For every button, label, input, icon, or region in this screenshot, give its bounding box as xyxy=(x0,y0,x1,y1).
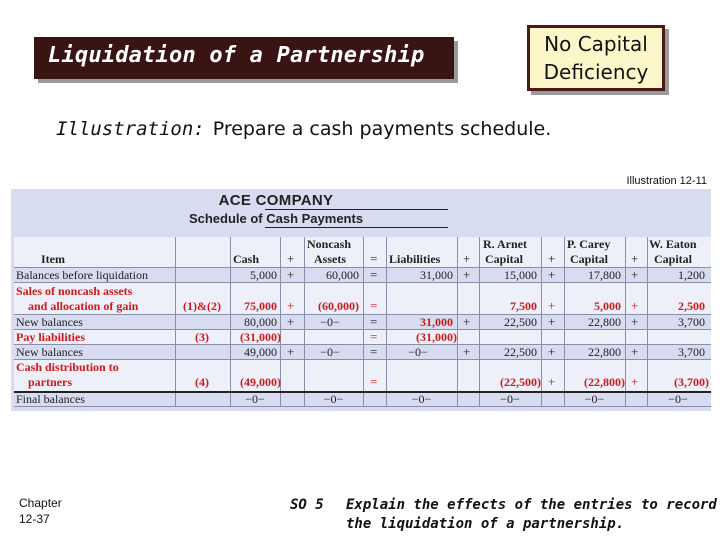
chapter-line1: Chapter xyxy=(19,496,62,510)
row-item: Balances before liquidation xyxy=(16,268,148,282)
cell-cash: 80,000 xyxy=(244,315,277,329)
cash-payments-schedule xyxy=(11,189,711,411)
cell-cash: (49,000) xyxy=(240,375,281,389)
slide-title: Liquidation of a Partnership xyxy=(48,43,425,68)
cell-cash: 49,000 xyxy=(244,345,277,359)
grid-line xyxy=(14,282,711,283)
cell-ref: (4) xyxy=(195,375,209,389)
cell-cash: −0− xyxy=(245,392,265,406)
cell-arnet: 15,000 xyxy=(504,268,537,282)
header-item: Item xyxy=(41,252,65,266)
row-item: New balances xyxy=(16,345,83,359)
cell-carey: 5,000 xyxy=(594,299,621,313)
cell-carey: −0− xyxy=(584,392,605,406)
op-plus: + xyxy=(548,267,556,282)
header-arnet-line2: Capital xyxy=(485,252,524,266)
op-equals: = xyxy=(370,374,378,389)
cell-carey: 17,800 xyxy=(588,268,621,282)
row-item: Cash distribution to xyxy=(16,360,119,374)
grid-line xyxy=(14,329,711,330)
op-plus: + xyxy=(631,314,639,329)
header-equals: = xyxy=(370,251,378,266)
cell-noncash: 60,000 xyxy=(326,268,359,282)
op-plus: + xyxy=(287,344,295,359)
header-plus: + xyxy=(287,251,295,266)
cell-eaton: (3,700) xyxy=(674,375,709,389)
op-equals: = xyxy=(370,344,378,359)
op-plus: + xyxy=(463,344,471,359)
chapter-label xyxy=(19,495,62,527)
op-plus: + xyxy=(287,267,295,282)
op-plus: + xyxy=(631,298,639,313)
op-plus: + xyxy=(631,267,639,282)
header-liabilities: Liabilities xyxy=(389,252,441,266)
op-plus: + xyxy=(548,298,556,313)
header-carey-line2: Capital xyxy=(570,252,609,266)
header-plus: + xyxy=(463,251,471,266)
header-plus: + xyxy=(548,251,556,266)
op-equals: = xyxy=(370,267,378,282)
grid-line xyxy=(175,237,176,407)
op-equals: = xyxy=(370,298,378,313)
cell-eaton: 2,500 xyxy=(678,299,705,313)
schedule-subtitle: Schedule of Cash Payments xyxy=(188,211,364,226)
cell-eaton: 3,700 xyxy=(678,345,705,359)
row-item: Final balances xyxy=(16,392,85,406)
study-objective-text-line1: Explain the effects of the entries to record xyxy=(346,497,717,513)
no-capital-deficiency-box xyxy=(527,25,665,91)
cell-arnet: (22,500) xyxy=(500,375,541,389)
op-equals: = xyxy=(370,329,378,344)
cell-cash: 75,000 xyxy=(244,299,277,313)
header-noncash-line2: Assets xyxy=(314,252,346,266)
chapter-line2: 12-37 xyxy=(19,512,50,526)
study-objective xyxy=(290,496,717,534)
header-noncash-line1: Noncash xyxy=(307,237,352,251)
cell-cash: 5,000 xyxy=(250,268,277,282)
capital-box-line2: Deficiency xyxy=(543,60,649,84)
op-plus: + xyxy=(463,314,471,329)
grid-line xyxy=(541,237,542,407)
illustration-instruction xyxy=(56,118,551,140)
op-plus: + xyxy=(631,344,639,359)
header-eaton-line1: W. Eaton xyxy=(649,237,697,251)
cell-ref: (3) xyxy=(195,330,209,344)
op-plus: + xyxy=(287,298,295,313)
header-arnet-line1: R. Arnet xyxy=(483,237,527,251)
cell-arnet: 22,500 xyxy=(504,345,537,359)
study-objective-text-line2: the liquidation of a partnership. xyxy=(346,516,625,532)
row-item: Pay liabilities xyxy=(16,330,85,344)
op-equals: = xyxy=(370,314,378,329)
cell-arnet: 22,500 xyxy=(504,315,537,329)
grid-line xyxy=(457,237,458,407)
study-objective-label: SO 5 xyxy=(290,497,324,513)
cell-liabilities: 31,000 xyxy=(420,315,453,329)
cell-eaton: −0− xyxy=(668,392,688,406)
cell-eaton: 1,200 xyxy=(678,268,705,282)
header-eaton-line2: Capital xyxy=(654,252,693,266)
op-plus: + xyxy=(463,267,471,282)
illustration-label: Illustration: xyxy=(56,118,205,140)
schedule-subtitle-rule xyxy=(265,227,448,228)
illustration-text: Prepare a cash payments schedule. xyxy=(212,118,552,140)
schedule-title-rule xyxy=(265,209,448,210)
op-plus: + xyxy=(548,374,556,389)
cell-eaton: 3,700 xyxy=(678,315,705,329)
row-item: Sales of noncash assets xyxy=(16,284,133,298)
op-plus: + xyxy=(548,314,556,329)
op-plus: + xyxy=(287,314,295,329)
cell-noncash: −0− xyxy=(320,345,340,359)
cell-arnet: −0− xyxy=(500,392,520,406)
header-carey-line1: P. Carey xyxy=(567,237,611,251)
row-item: New balances xyxy=(16,315,83,329)
cell-arnet: 7,500 xyxy=(510,299,537,313)
cell-noncash: −0− xyxy=(320,315,340,329)
cell-ref: (1)&(2) xyxy=(183,299,221,313)
cell-liabilities: −0− xyxy=(411,392,432,406)
row-item-cont: and allocation of gain xyxy=(28,299,139,313)
cell-noncash: −0− xyxy=(323,392,344,406)
grid-line xyxy=(363,237,364,407)
op-plus: + xyxy=(548,344,556,359)
cell-liabilities: 31,000 xyxy=(420,268,453,282)
cell-noncash: (60,000) xyxy=(318,299,359,313)
grid-line xyxy=(625,237,626,407)
cell-liabilities: (31,000) xyxy=(416,330,457,344)
header-cash: Cash xyxy=(233,252,260,266)
cell-carey: 22,800 xyxy=(588,345,621,359)
row-item-cont: partners xyxy=(28,375,72,389)
cell-cash: (31,000) xyxy=(240,330,281,344)
cell-carey: 22,800 xyxy=(588,315,621,329)
slide-title-banner xyxy=(34,37,454,79)
illustration-reference: Illustration 12-11 xyxy=(626,175,707,187)
cell-carey: (22,800) xyxy=(584,375,625,389)
op-plus: + xyxy=(631,374,639,389)
grid-line xyxy=(14,406,711,407)
schedule-company: ACE COMPANY xyxy=(218,192,334,209)
cell-liabilities: −0− xyxy=(408,345,428,359)
header-plus: + xyxy=(631,251,639,266)
capital-box-line1: No Capital xyxy=(544,32,648,56)
